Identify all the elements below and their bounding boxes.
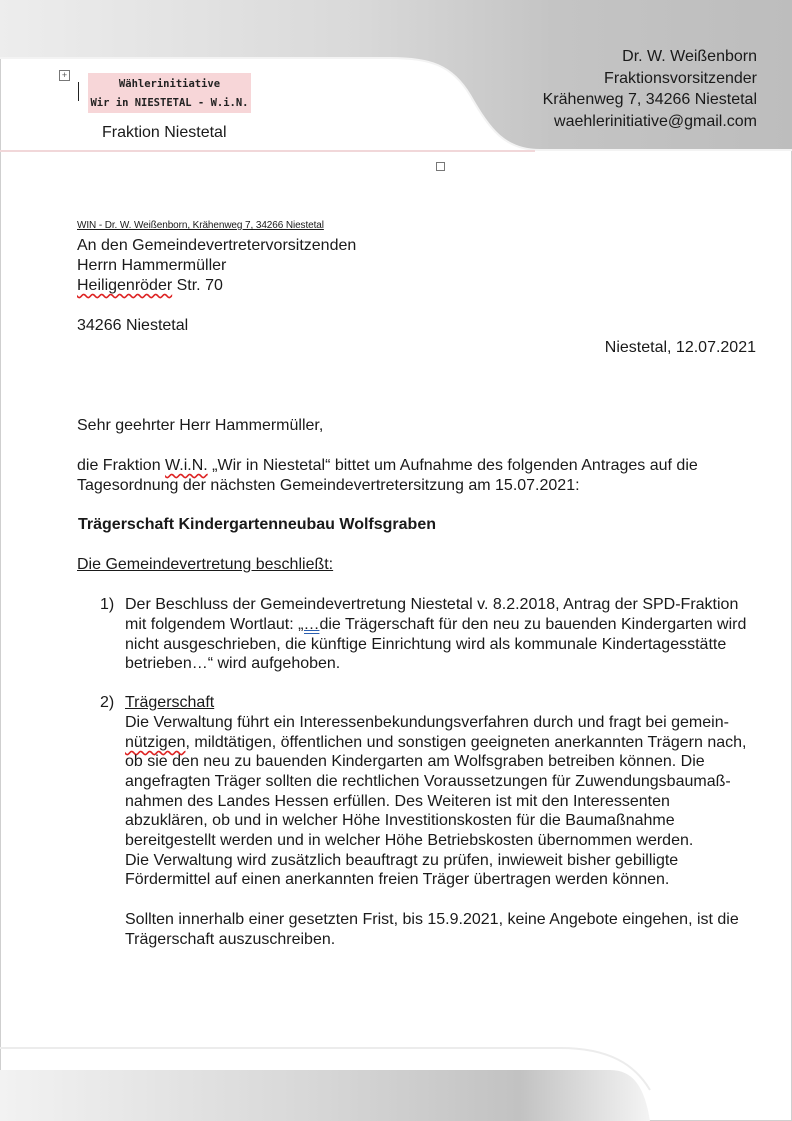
item-1-line-2: mit folgendem Wortlaut: „…die Trägerschaft für den neu zu bauenden Kindergarten wird	[125, 616, 747, 633]
item-2-line-3: ob sie den neu zu bauenden Kindergarten am Wolfsgraben betreiben können. Die	[125, 753, 705, 770]
item-2-line-10: Sollten innerhalb einer gesetzten Frist, bis 15.9.2021, keine Angebote eingehen, ist die	[125, 911, 739, 928]
item-2-line-2: nützigen, mildtätigen, öffentlichen und sonstigen geeigneten anerkannten Trägern nach,	[125, 734, 747, 751]
item-1-number: 1)	[100, 596, 115, 613]
item-2-line-4: angefragten Träger sollten die rechtlichen Voraussetzungen für Zuwendungsbaumaß-	[125, 773, 731, 790]
item-2-line-6: abzuklären, ob und in welcher Höhe Investitionskosten für die Baumaßnahme	[125, 812, 675, 829]
logo-line-1: Wählerinitiative	[118, 78, 221, 90]
recipient-line-1: An den Gemeindevertretervorsitzenden	[77, 237, 357, 254]
item-2-line-9: Fördermittel auf einen anerkannten freien Träger übertragen werden können.	[125, 871, 670, 888]
anchor-square-icon[interactable]	[436, 162, 445, 171]
letter-date: Niestetal, 12.07.2021	[604, 339, 756, 356]
recipient-city: 34266 Niestetal	[77, 317, 189, 334]
recipient-street: Heiligenröder Str. 70	[77, 277, 223, 294]
contact-name: Dr. W. Weißenborn	[622, 48, 757, 65]
footer-swoosh	[0, 1020, 792, 1121]
item-2-number: 2)	[100, 694, 115, 711]
item-1-line-3: nicht ausgeschrieben, die künftige Einrichtung wird als kommunale Kindertagesstätte	[125, 636, 727, 653]
spell-error[interactable]: nützigen	[125, 734, 186, 751]
header-rule	[0, 150, 535, 152]
grammar-mark[interactable]: „…	[298, 616, 320, 633]
move-handle-icon[interactable]: +	[59, 70, 70, 81]
fraktion-label: Fraktion Niestetal	[102, 124, 227, 141]
sender-line: WIN - Dr. W. Weißenborn, Krähenweg 7, 34266 Niestetal	[77, 220, 324, 231]
text-cursor	[78, 82, 79, 101]
item-1-line-1: Der Beschluss der Gemeindevertretung Niestetal v. 8.2.2018, Antrag der SPD-Fraktion	[125, 596, 739, 613]
contact-role: Fraktionsvorsitzender	[604, 69, 757, 87]
contact-street: Krähenweg 7, 34266 Niestetal	[542, 91, 757, 108]
item-2-line-7: bereitgestellt werden und in welcher Höhe Betriebskosten übernommen werden.	[125, 832, 694, 849]
intro-line-1: die Fraktion W.i.N. „Wir in Niestetal“ bittet um Aufnahme des folgenden Antrages auf die	[77, 457, 698, 474]
contact-email[interactable]: waehlerinitiative@gmail.com	[554, 112, 757, 130]
spell-error[interactable]: Heiligenröder	[77, 277, 173, 294]
item-1-line-4: betrieben…“ wird aufgehoben.	[125, 655, 341, 672]
item-2-line-5: nahmen des Landes Hessen erfüllen. Des Weiteren ist mit den Interessenten	[125, 793, 670, 810]
item-2-line-11: Trägerschaft auszuschreiben.	[125, 931, 336, 948]
motion-title: Trägerschaft Kindergartenneubau Wolfsgraben	[78, 516, 436, 533]
resolution-heading: Die Gemeindevertretung beschließt:	[77, 556, 334, 573]
logo	[88, 73, 251, 113]
recipient-line-2: Herrn Hammermüller	[77, 257, 227, 274]
salutation: Sehr geehrter Herr Hammermüller,	[77, 417, 324, 434]
logo-line-2: Wir in NIESTETAL - W.i.N.	[90, 97, 249, 109]
header-contact	[543, 46, 757, 132]
item-2-line-1: Die Verwaltung führt ein Interessenbekundungsverfahren durch und fragt bei gemein-	[125, 714, 729, 731]
item-2-line-8: Die Verwaltung wird zusätzlich beauftragt zu prüfen, inwieweit bisher gebilligte	[125, 852, 679, 869]
spell-error[interactable]: W.i.N.	[165, 457, 208, 474]
item-2-heading: Trägerschaft	[125, 694, 215, 711]
intro-line-2: Tagesordnung der nächsten Gemeindevertretersitzung am 15.07.2021:	[77, 477, 580, 494]
